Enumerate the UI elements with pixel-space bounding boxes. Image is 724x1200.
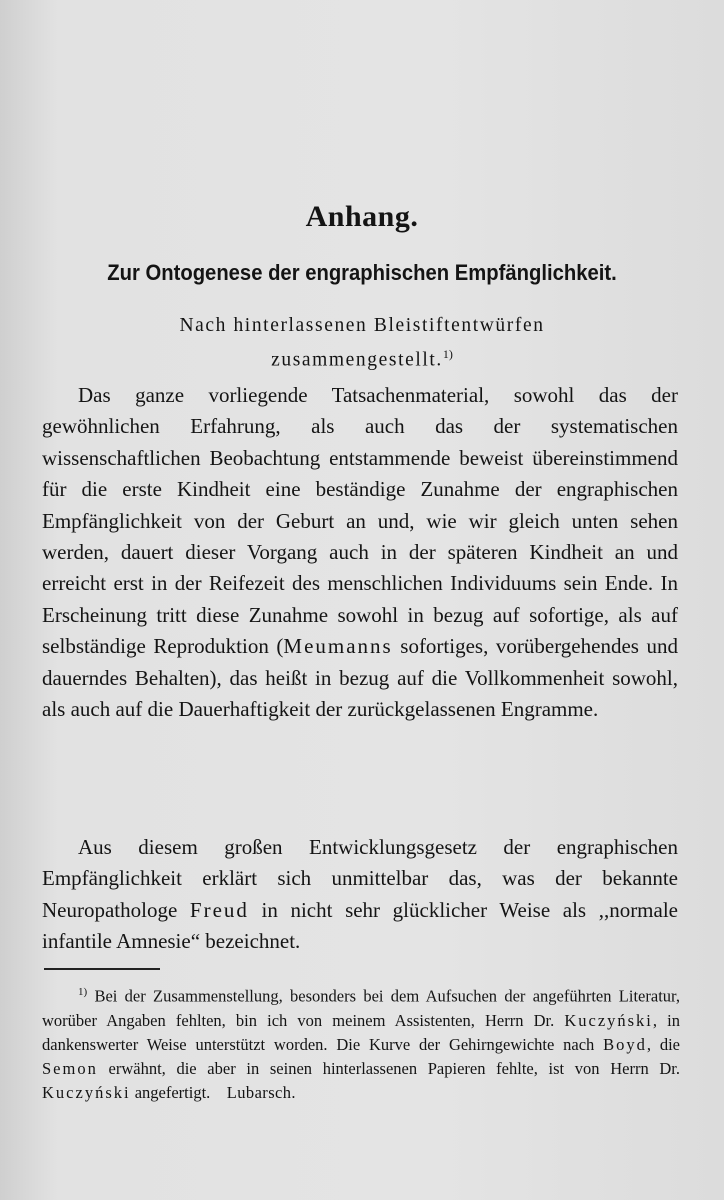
footnote-text-d: erwähnt, die aber in seinen hinterlassenen Papieren fehlte, ist von Herrn Dr. bbox=[97, 1059, 680, 1079]
footnote-text-b: , in dankenswerter Weise unterstützt worden. Die Kurve der Gehirngewichte nach bbox=[42, 1010, 680, 1054]
intro-line-2-text: zusammengestellt. bbox=[271, 349, 443, 371]
intro-line-1: Nach hinterlassenen Bleistiftentwürfen bbox=[179, 315, 545, 336]
paragraph-1 bbox=[42, 380, 678, 725]
footnote-text-c: , die bbox=[646, 1034, 680, 1054]
footnote-reference: 1) bbox=[442, 347, 453, 361]
paragraph-2 bbox=[42, 832, 678, 958]
name-boyd: Boyd bbox=[603, 1034, 647, 1054]
footnote bbox=[42, 980, 680, 1106]
footnote-text-a: Bei der Zusammenstellung, besonders bei dem Aufsuchen der angeführten Literatur, worüber Angaben fehlten, bin ich von meinem Assistenten, Herrn Dr. bbox=[42, 986, 680, 1030]
name-semon: Semon bbox=[42, 1059, 98, 1079]
paragraph-2-text-a: Aus diesem großen Entwicklungsgesetz der engraphischen Empfänglichkeit erklärt sich unmittelbar das, was der bekannte Neuropathologe bbox=[42, 835, 678, 922]
intro-line-2 bbox=[0, 340, 724, 375]
paragraph-2-text-b: in nicht sehr glücklicher Weise als ,,normale infantile Amnesie“ bezeichnet. bbox=[42, 897, 678, 954]
name-kuczynski-2: Kuczyński bbox=[42, 1083, 131, 1103]
footnote-divider bbox=[44, 968, 160, 970]
section-subtitle: Zur Ontogenese der engraphischen Empfänglichkeit. bbox=[107, 260, 617, 285]
section-title: Anhang. bbox=[305, 200, 419, 233]
name-kuczynski-1: Kuczyński bbox=[564, 1010, 653, 1030]
paragraph-1-text-b: sofortiges, vorübergehendes und dauerndes Behalten), das heißt in bezug auf die Vollkommenheit sowohl, als auch auf die Dauerhaftigkeit der zurückgelassenen Engramme. bbox=[42, 634, 678, 722]
footnote-marker: 1) bbox=[78, 986, 88, 998]
footnote-text-e: angefertigt. bbox=[130, 1083, 211, 1103]
paragraph-1-text-a: Das ganze vorliegende Tatsachenmaterial, sowohl das der gewöhnlichen Erfahrung, als auch das der systematischen wissenschaftlichen Beobachtung entstammende beweist übereinstimmend für die erste Kindheit eine beständige Zunahme der engraphischen Empfänglichkeit von der Geburt an und, wie wir gleich unten sehen werden, dauert dieser Vorgang auch in der späteren Kindheit an und erreicht erst in der Reifezeit des menschlichen Individuums sein Ende. In Erscheinung tritt diese Zunahme sowohl in bezug auf sofortige, als auf selbständige Reproduktion ( bbox=[42, 383, 678, 659]
name-freud: Freud bbox=[189, 897, 249, 922]
name-meumann: Meumanns bbox=[283, 634, 393, 659]
signature: Lubarsch. bbox=[226, 1083, 296, 1103]
